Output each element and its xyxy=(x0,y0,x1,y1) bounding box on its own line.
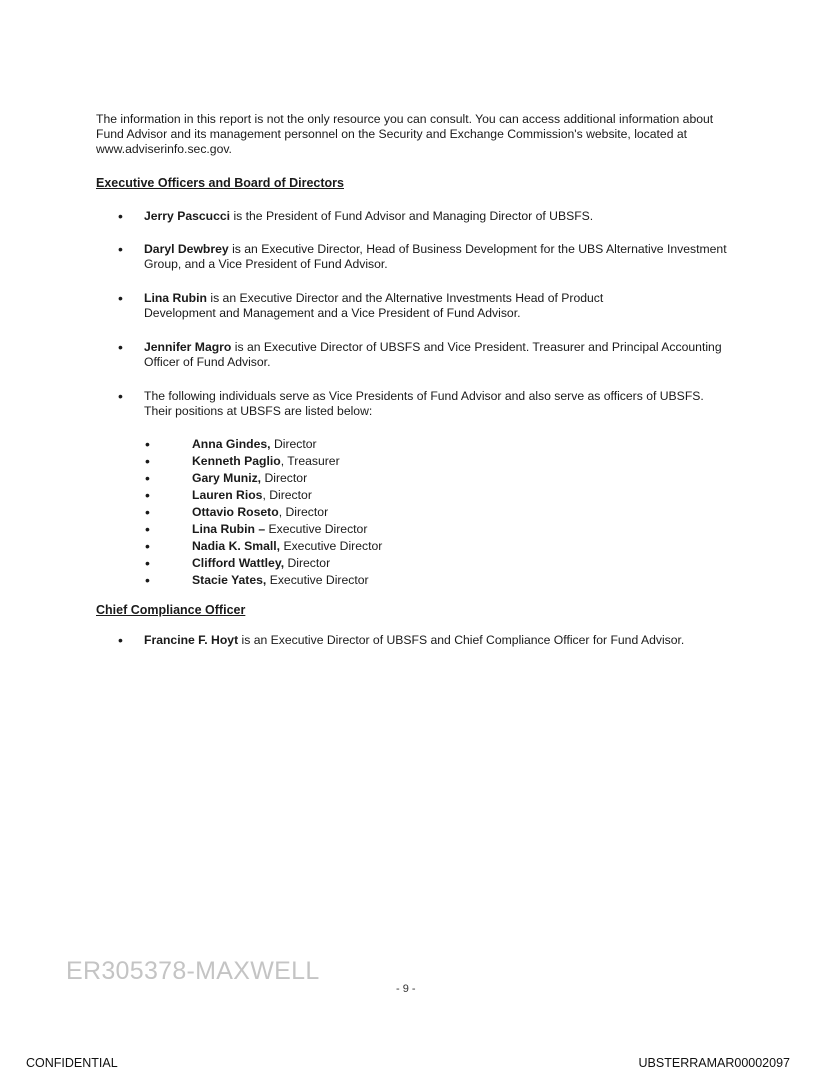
officer-description: is an Executive Director, Head of Business Development for the UBS Alternative Investment Group, and a Vice President of Fund Advisor. xyxy=(144,242,727,271)
officer-description: is an Executive Director and the Alternative Investments Head of Product Development and Management and a Vice President of Fund Advisor. xyxy=(144,291,604,320)
vp-title: Director xyxy=(270,437,317,451)
officer-description: is the President of Fund Advisor and Managing Director of UBSFS. xyxy=(230,209,594,223)
intro-paragraph: The information in this report is not the only resource you can consult. You can access additional information about Fund Advisor and its management personnel on the Security and Exchange Commission's website, located at www.adviserinfo.sec.gov. xyxy=(96,112,714,156)
confidential-label: CONFIDENTIAL xyxy=(26,1056,118,1070)
officer-name: Jerry Pascucci xyxy=(144,209,231,223)
vp-title: , Treasurer xyxy=(280,454,340,468)
bullet-icon: • xyxy=(118,388,123,404)
bullet-icon: • xyxy=(145,538,150,554)
vp-name: Lina Rubin – xyxy=(192,522,266,536)
officer-name: Jennifer Magro xyxy=(144,340,232,354)
vp-name: Kenneth Paglio xyxy=(192,454,281,468)
bullet-icon: • xyxy=(145,436,150,452)
vp-title: Executive Director xyxy=(280,539,383,553)
bullet-icon: • xyxy=(145,555,150,571)
officer-name: Daryl Dewbrey xyxy=(144,242,229,256)
bullet-icon: • xyxy=(118,632,123,648)
bullet-icon: • xyxy=(118,241,123,257)
vp-name: Clifford Wattley, xyxy=(192,556,285,570)
bullet-icon: • xyxy=(145,521,150,537)
vp-title: Director xyxy=(284,556,331,570)
executive-officers-heading: Executive Officers and Board of Directors xyxy=(96,176,344,190)
page-number: - 9 - xyxy=(396,983,416,995)
vp-name: Gary Muniz, xyxy=(192,471,262,485)
vp-title: , Director xyxy=(278,505,329,519)
vp-title: Executive Director xyxy=(265,522,368,536)
bullet-icon: • xyxy=(145,487,150,503)
officer-description: is an Executive Director of UBSFS and Vice President. Treasurer and Principal Accounting Officer of Fund Advisor. xyxy=(144,340,722,369)
officer-name: Lina Rubin xyxy=(144,291,207,305)
vp-name: Ottavio Roseto xyxy=(192,505,279,519)
vp-name: Nadia K. Small, xyxy=(192,539,281,553)
bullet-icon: • xyxy=(118,290,123,306)
bates-number: UBSTERRAMAR00002097 xyxy=(638,1056,790,1070)
vice-president-intro: The following individuals serve as Vice Presidents of Fund Advisor and also serve as officers of UBSFS. Their positions at UBSFS are listed below: xyxy=(144,389,704,418)
bullet-icon: • xyxy=(145,572,150,588)
bullet-icon: • xyxy=(145,470,150,486)
chief-compliance-officer-heading: Chief Compliance Officer xyxy=(96,603,246,617)
officer-description: is an Executive Director of UBSFS and Chief Compliance Officer for Fund Advisor. xyxy=(238,633,685,647)
bullet-icon: • xyxy=(118,208,123,224)
bullet-icon: • xyxy=(145,504,150,520)
vp-name: Anna Gindes, xyxy=(192,437,271,451)
vp-name: Stacie Yates, xyxy=(192,573,267,587)
vp-title: Director xyxy=(261,471,308,485)
vp-title: Executive Director xyxy=(266,573,369,587)
bullet-icon: • xyxy=(145,453,150,469)
officer-name: Francine F. Hoyt xyxy=(144,633,239,647)
bullet-icon: • xyxy=(118,339,123,355)
vp-title: , Director xyxy=(262,488,312,502)
document-id-watermark: ER305378-MAXWELL xyxy=(66,957,320,985)
vp-name: Lauren Rios xyxy=(192,488,263,502)
